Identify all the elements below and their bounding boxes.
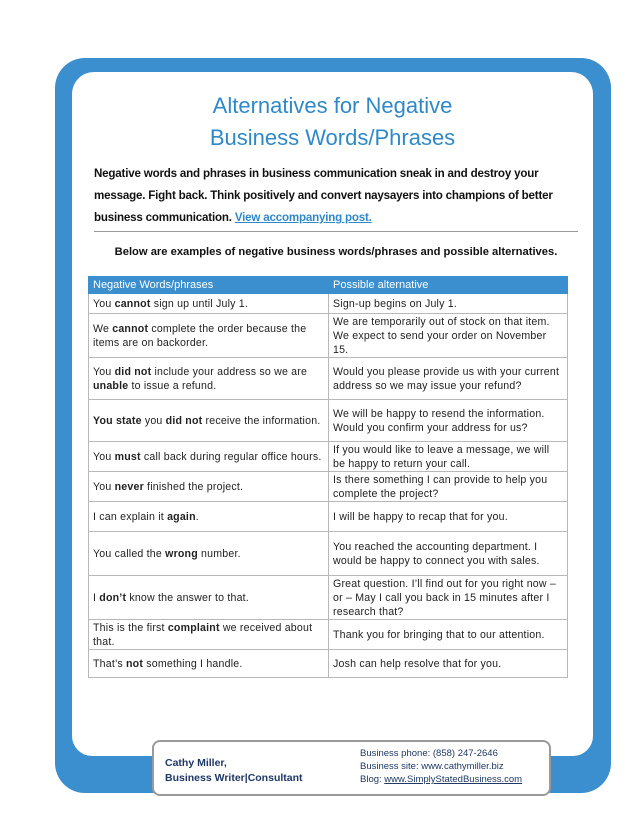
divider [94, 231, 578, 232]
author-role: Business Writer|Consultant [165, 772, 303, 784]
header-negative: Negative Words/phrases [89, 277, 329, 294]
page-title-line-1: Alternatives for Negative [212, 93, 453, 118]
phrase-text: know the answer to that. [126, 591, 249, 604]
table-header-row [89, 277, 568, 294]
alternative-phrase-cell: I will be happy to recap that for you. [329, 502, 568, 532]
author-name: Cathy Miller, [165, 757, 227, 769]
phrase-text: . [195, 510, 199, 523]
alternative-phrase-cell: We are temporarily out of stock on that item. We expect to send your order on November 15. [329, 314, 568, 358]
negative-keyword: did not [165, 414, 203, 427]
table-row [89, 532, 568, 576]
alternative-phrase-cell: Would you please provide us with your current address so we may issue your refund? [329, 358, 568, 400]
blog-link[interactable]: www.SimplyStatedBusiness.com [384, 774, 523, 785]
phrase-text: You [93, 480, 115, 493]
phrase-text: I [93, 591, 100, 604]
phrase-text: receive the information. [202, 414, 321, 427]
negative-phrase-cell [89, 294, 329, 314]
phrase-text: call back during regular office hours. [140, 450, 322, 463]
table-row [89, 472, 568, 502]
negative-keyword: unable [93, 379, 129, 392]
phrase-text: finished the project. [143, 480, 244, 493]
table-row [89, 314, 568, 358]
business-phone: Business phone: (858) 247-2646 [360, 748, 498, 759]
negative-keyword: cannot [114, 297, 151, 310]
table-row [89, 294, 568, 314]
phrase-text: to issue a refund. [128, 379, 217, 392]
blog-label: Blog: [360, 774, 385, 785]
table-lead-text: Below are examples of negative business words/phrases and possible alternatives. [114, 246, 558, 258]
business-site: Business site: www.cathymiller.biz [360, 761, 504, 772]
intro-paragraph [94, 163, 584, 229]
negative-phrase-cell [89, 532, 329, 576]
phrase-text: we received about that. [93, 621, 313, 648]
negative-keyword: wrong [165, 547, 198, 560]
alternative-phrase-cell: We will be happy to resend the information. Would you confirm your address for us? [329, 400, 568, 442]
alternative-phrase-cell: If you would like to leave a message, we will be happy to return your call. [329, 442, 568, 472]
negative-keyword: again [167, 510, 196, 523]
page-title-line-2: Business Words/Phrases [209, 125, 456, 150]
alternative-phrase-cell: Josh can help resolve that for you. [329, 650, 568, 678]
table-body [89, 294, 568, 678]
phrase-text: You called the [93, 547, 166, 560]
negative-keyword: complaint [167, 621, 220, 634]
negative-phrase-cell [89, 650, 329, 678]
table-row [89, 650, 568, 678]
phrase-text: you [141, 414, 166, 427]
phrase-text: I can explain it [93, 510, 168, 523]
phrase-text: We [93, 322, 113, 335]
phrase-text: You [93, 365, 115, 378]
table-row [89, 502, 568, 532]
phrase-text: This is the first [93, 621, 168, 634]
negative-keyword: cannot [112, 322, 149, 335]
phrase-text: include your address so we are [151, 365, 308, 378]
phrase-text: number. [197, 547, 241, 560]
table-row [89, 576, 568, 620]
phrase-text: You [93, 450, 115, 463]
intro-text: Negative words and phrases in business communication sneak in and destroy your message. Fight back. Think positively and convert naysayers into champions of better business communication. [94, 167, 553, 224]
negative-phrase-cell [89, 400, 329, 442]
alternative-phrase-cell: You reached the accounting department. I would be happy to connect you with sales. [329, 532, 568, 576]
blog-line [360, 773, 522, 786]
table-row [89, 400, 568, 442]
phrase-text: complete the order because the items are on backorder. [93, 322, 307, 349]
negative-keyword: must [114, 450, 141, 463]
contact-block [165, 756, 303, 786]
negative-phrase-cell [89, 620, 329, 650]
negative-keyword: never [114, 480, 144, 493]
negative-phrase-cell [89, 442, 329, 472]
table-row [89, 620, 568, 650]
phrase-text: You [93, 297, 115, 310]
table-row [89, 442, 568, 472]
alternative-phrase-cell: Great question. I’ll find out for you right now – or – May I call you back in 15 minutes after I research that? [329, 576, 568, 620]
view-post-link[interactable]: View accompanying post. [234, 211, 372, 224]
alternative-phrase-cell: Is there something I can provide to help you complete the project? [329, 472, 568, 502]
negative-keyword: did not [114, 365, 152, 378]
negative-keyword: You state [93, 414, 142, 427]
table-row [89, 358, 568, 400]
negative-phrase-cell [89, 358, 329, 400]
negative-phrase-cell [89, 502, 329, 532]
negative-phrase-cell [89, 576, 329, 620]
phrase-text: something I handle. [143, 657, 243, 670]
alternatives-table [88, 276, 568, 678]
negative-keyword: not [126, 657, 144, 670]
negative-phrase-cell [89, 472, 329, 502]
phrase-text: sign up until July 1. [150, 297, 249, 310]
alternative-phrase-cell: Sign-up begins on July 1. [329, 294, 568, 314]
alternative-phrase-cell: Thank you for bringing that to our attention. [329, 620, 568, 650]
business-info [360, 747, 522, 786]
negative-keyword: don’t [99, 591, 127, 604]
header-alternative: Possible alternative [329, 277, 568, 294]
phrase-text: That’s [93, 657, 127, 670]
negative-phrase-cell [89, 314, 329, 358]
